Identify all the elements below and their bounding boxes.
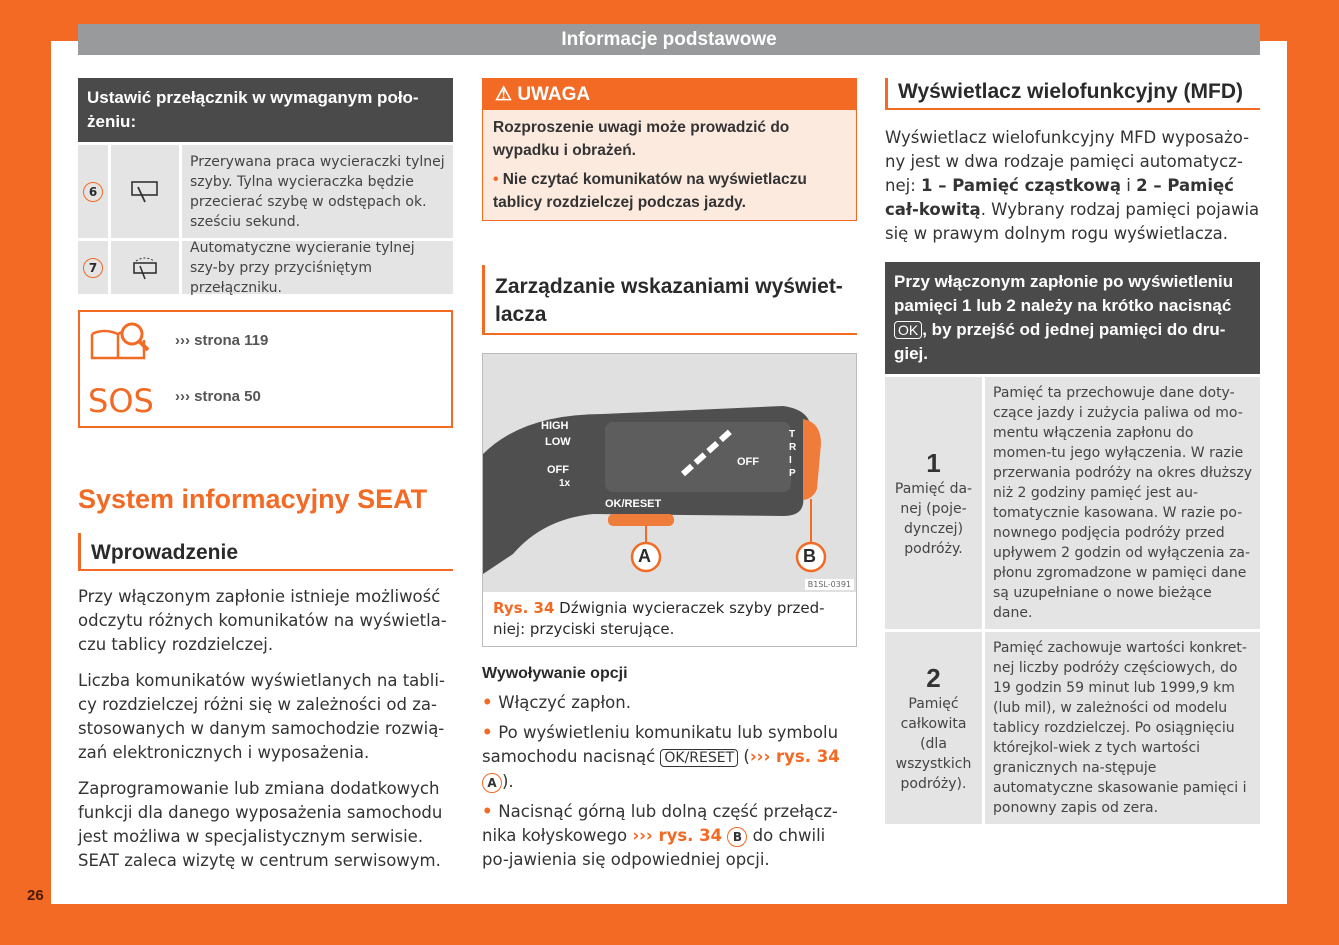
table-row: 1 Pamięć da-nej (poje-dynczej) podróży. Pamięć ta przechowuje dane doty-czące jazdy i zużycia paliwa od mo-mentu włączenia zapłonu do momen-tu jego wyłączenia. W razie przerwania podróży na okres dłuższy niż 2 godziny pamięć jest au-tomatycznie kasowana. W razie po-nownego podjęcia podróży przed upływem 2 godzin od wyłączenia za-płonu zgromadzone w pamięci dane są uzupełniane o nowe bieżące dane. <box>885 377 1260 629</box>
wiper-lever-illustration: HIGH LOW OFF 1x OFF OK/RESET TRIP A B B1SL-0391 <box>483 354 856 592</box>
table-header: Ustawić przełącznik w wymaganym poło-żeniu: <box>78 78 453 142</box>
step: • Włączyć zapłon. <box>482 693 631 712</box>
callout-b: B <box>803 546 816 566</box>
figure-link[interactable]: ››› rys. 34 <box>749 747 840 766</box>
sos-icon: SOS <box>88 382 154 420</box>
rear-wiper-washer-icon <box>111 241 179 294</box>
table-row: 2 Pamięć całkowita (dla wszystkich podróży). Pamięć zachowuje wartości konkret-nej liczby podróży częściowych, do 19 godzin 59 minut lub 1999,9 km (lub mil), w zależności od modelu tablicy rozdzielczej. Po osiągnięciu którejkol-wiek z tych wartości granicznych na-stępuje automatyczne skasowanie pamięci i ponowny zapis od zera. <box>885 632 1260 824</box>
book-search-icon <box>88 320 152 366</box>
warning-icon: ⚠ <box>495 84 518 105</box>
number-badge: 7 <box>83 258 103 278</box>
step: • Po wyświetleniu komunikatu lub symbolu samochodu nacisnąć OK/RESET (››› rys. 34 A ). <box>482 723 840 791</box>
number-badge: 6 <box>83 182 103 202</box>
bullet-icon: • <box>493 171 503 188</box>
warning-box: ⚠ UWAGA Rozproszenie uwagi może prowadzić do wypadku i obrażeń. • Nie czytać komunikatów na wyświetlaczu tablicy rozdzielczej podczas jazdy. <box>482 78 857 221</box>
table-row: 6 Przerywana praca wycieraczki tylnej szyby. Tylna wycieraczka będzie przecierać szybę w odstępach ok. sześciu sekund. <box>78 145 453 238</box>
figure-link[interactable]: ››› rys. 34 <box>632 826 723 845</box>
callout-a-mark: A <box>482 773 502 793</box>
figure <box>482 353 857 647</box>
rear-wiper-interval-icon <box>111 145 179 238</box>
paragraph: Liczba komunikatów wyświetlanych na tabli-cy rozdzielczej różni się w zależności od za-stosowanych w danym samochodzie rozwią-zań elektronicznych i wyposażenia. <box>78 671 445 762</box>
reference-link[interactable]: ››› strona 50 <box>175 388 261 405</box>
column-middle <box>482 78 857 872</box>
section-title: System informacyjny SEAT <box>78 484 428 514</box>
step: • Nacisnąć górną lub dolną część przełącz-nika kołyskowego ››› rys. 34 B do chwili po-jawienia się odpowiedniej opcji. <box>482 802 838 869</box>
ok-reset-key: OK/RESET <box>660 749 738 767</box>
subsection-title: Zarządzanie wskazaniami wyświet-lacza <box>482 265 857 335</box>
reference-box <box>78 310 453 428</box>
subsection-title: Wprowadzenie <box>78 533 453 571</box>
running-header: Informacje podstawowe <box>78 24 1260 55</box>
subsection-title: Wyświetlacz wielofunkcyjny (MFD) <box>885 78 1260 110</box>
figure-code: B1SL-0391 <box>805 579 854 590</box>
reference-link[interactable]: ››› strona 119 <box>175 332 269 349</box>
column-left <box>78 78 453 873</box>
figure-caption: Rys. 34 Dźwignia wycieraczek szyby przed-niej: przyciski sterujące. <box>493 599 825 638</box>
options-title: Wywoływanie opcji <box>482 665 628 682</box>
callout-a: A <box>638 546 651 566</box>
table-row: 7 Automatyczne wycieranie tylnej szy-by przy przyciśniętym przełączniku. <box>78 241 453 294</box>
page-number: 26 <box>27 887 44 904</box>
paragraph: Wyświetlacz wielofunkcyjny MFD wyposażo-ny jest w dwa rodzaje pamięci automatycz-nej: 1 – Pamięć cząstkową i 2 – Pamięć cał-kowitą. Wybrany rodzaj pamięci pojawia się w prawym dolnym rogu wyświetlacza. <box>885 128 1260 243</box>
paragraph: Przy włączonym zapłonie istnieje możliwość odczytu różnych komunikatów na wyświetla-czu tablicy rozdzielczej. <box>78 587 447 654</box>
callout-b-mark: B <box>727 827 747 847</box>
table-header: Przy włączonym zapłonie po wyświetleniu pamięci 1 lub 2 należy na krótko nacisnąć OK , by przejść od jednej pamięci do dru-giej. <box>885 262 1260 374</box>
ok-key: OK <box>894 321 922 339</box>
paragraph: Zaprogramowanie lub zmiana dodatkowych funkcji dla danego wyposażenia samochodu jest możliwa w specjalistycznym serwisie. SEAT zaleca wizytę w centrum serwisowym. <box>78 779 443 870</box>
column-right <box>885 78 1260 824</box>
